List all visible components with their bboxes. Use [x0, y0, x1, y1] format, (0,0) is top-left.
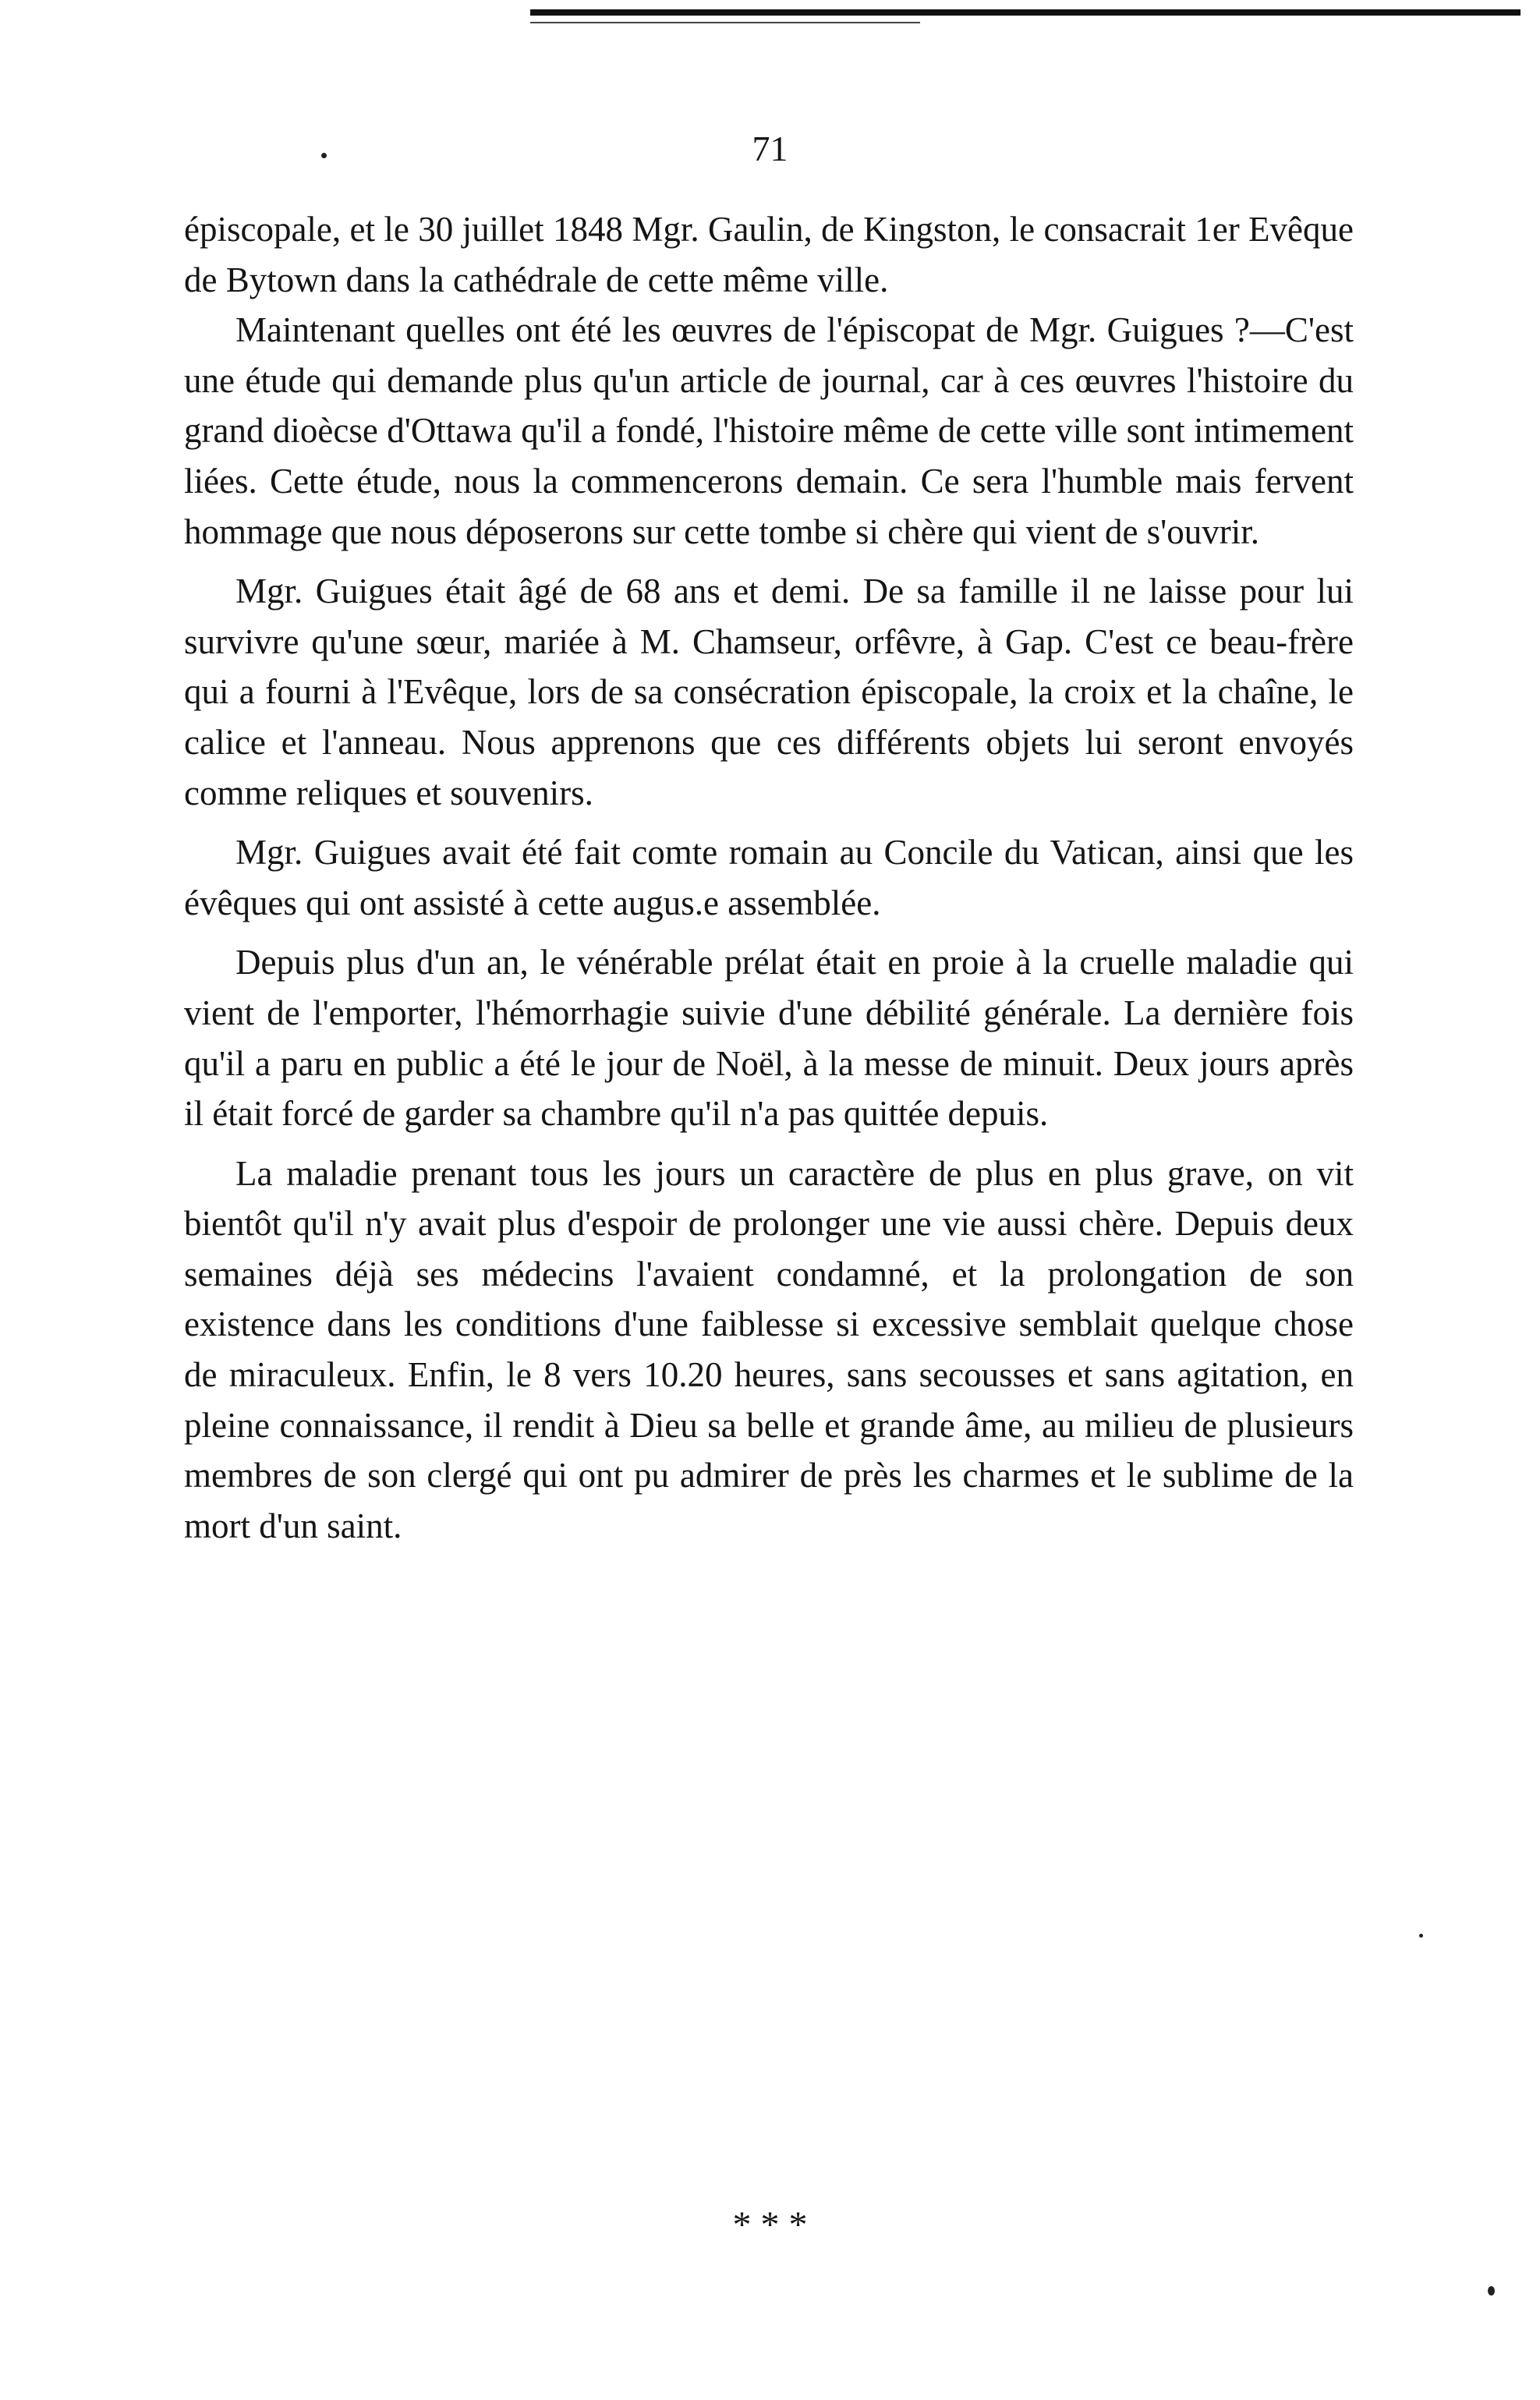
scan-speck — [321, 153, 327, 158]
scan-speck — [1419, 1934, 1423, 1938]
paragraph-episcopate-works: Maintenant quelles ont été les œuvres de l'épiscopat de Mgr. Guigues ?—C'est une étude qui demande plus qu'un article de journal, car à ces œuvres l'histoire du grand dioècse d'Ottawa qu'il a fondé, l'histoire même de cette ville sont intimement liées. Cette étude, nous la commencerons demain. Ce sera l'humble mais fervent hommage que nous déposerons sur cette tombe si chère qui vient de s'ouvrir. — [184, 310, 1354, 551]
paragraph-illness: Depuis plus d'un an, le vénérable prélat était en proie à la cruelle maladie qui vient de l'emporter, l'hémorrhagie suivie d'une débilité générale. La dernière fois qu'il a paru en public a été le jour de Noël, à la messe de minuit. Deux jours après il était forcé de garder sa chambre qu'il n'a pas quittée depuis. — [184, 943, 1354, 1134]
scan-speck — [1488, 2286, 1495, 2296]
top-border-rule — [530, 9, 1521, 16]
body-text — [184, 204, 1354, 1551]
paragraph-roman-count: Mgr. Guigues avait été fait comte romain au Concile du Vatican, ainsi que les évêques qui ont assisté à cette augus.e assemblée. — [184, 833, 1354, 922]
top-border-rule-thin — [530, 22, 920, 23]
page-number: 71 — [752, 129, 788, 168]
paragraph-death: La maladie prenant tous les jours un caractère de plus en plus grave, on vit bientôt qu'il n'y avait plus d'espoir de prolonger une vie aussi chère. Depuis deux semaines déjà ses médecins l'avaient condamné, et la prolongation de son existence dans les conditions d'une faiblesse si excessive semblait quelque chose de miraculeux. Enfin, le 8 vers 10.20 heures, sans secousses et sans agitation, en pleine connaissance, il rendit à Dieu sa belle et grande âme, au milieu de plusieurs membres de son clergé qui ont pu admirer de près les charmes et le sublime de la mort d'un saint. — [184, 1153, 1354, 1545]
paragraph-family: Mgr. Guigues était âgé de 68 ans et demi. De sa famille il ne laisse pour lui survivre qu'une sœur, mariée à M. Chamseur, orfêvre, à Gap. C'est ce beau-frère qui a fourni à l'Evêque, lors de sa consécration épiscopale, la croix et la chaîne, le calice et l'anneau. Nous apprenons que ces différents objets lui seront envoyés comme reliques et souvenirs. — [184, 572, 1354, 812]
paragraph-continuation: épiscopale, et le 30 juillet 1848 Mgr. Gaulin, de Kingston, le consacrait 1er Evêque de Bytown dans la cathédrale de cette même ville. — [184, 210, 1354, 299]
section-break-asterisks: * * * — [732, 2204, 808, 2246]
